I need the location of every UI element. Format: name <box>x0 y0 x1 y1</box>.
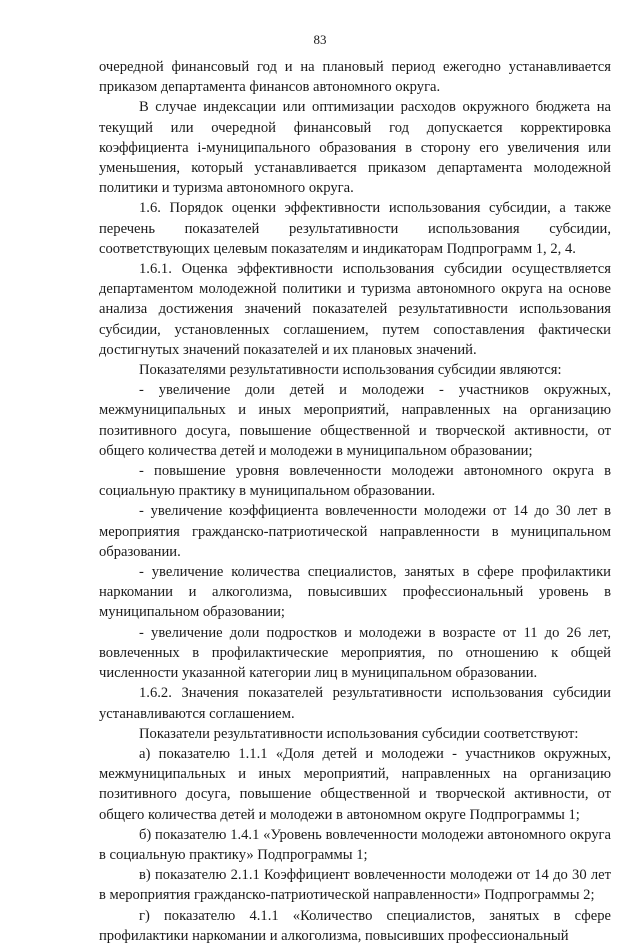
paragraph: Показатели результативности использования субсидии соответствуют: <box>139 725 579 742</box>
list-item: - повышение уровня вовлеченности молодежи автономного округа в социальную практику в муниципальном образовании. <box>99 463 611 500</box>
list-item: а) показателю 1.1.1 «Доля детей и молодежи - участников окружных, межмуниципальных и иных мероприятий, направленных на организацию позитивного досуга, повышение общественной и творческой активности, от общего количества детей и молодежи в автономном округе Подпрограммы 1; <box>99 745 611 823</box>
list-item: б) показателю 1.4.1 «Уровень вовлеченности молодежи автономного округа в социальную практику» Подпрограммы 1; <box>99 826 611 863</box>
section-heading-1-6: 1.6. Порядок оценки эффективности использования субсидии, а также перечень показателей результативности использования субсидии, соответствующих целевым показателям и индикаторам Подпрограмм 1, 2, 4. <box>99 200 611 257</box>
section-1-6-1: 1.6.1. Оценка эффективности использования субсидии осуществляется департаментом молодежной политики и туризма автономного округа на основе анализа достижения значений показателей результативности использования субсидии, установленных соглашением, путем сопоставления фактически достигнутых значений показателей и их плановых значений. <box>99 261 611 358</box>
section-1-6-2: 1.6.2. Значения показателей результативности использования субсидии устанавливаются соглашением. <box>99 685 611 722</box>
list-item: - увеличение количества специалистов, занятых в сфере профилактики наркомании и алкоголизма, повысивших профессиональный уровень в муниципальном образовании; <box>99 564 611 621</box>
document-body <box>99 57 611 946</box>
page-number: 83 <box>313 32 327 47</box>
paragraph: очередной финансовый год и на плановый период ежегодно устанавливается приказом департамента финансов автономного округа. <box>99 59 611 96</box>
list-item: в) показателю 2.1.1 Коэффициент вовлеченности молодежи от 14 до 30 лет в мероприятия гражданско-патриотической направленности» Подпрограммы 2; <box>99 867 611 904</box>
list-item: - увеличение доли детей и молодежи - участников окружных, межмуниципальных и иных мероприятий, направленных на организацию позитивного досуга, повышение общественной и творческой активности, от общего количества детей и молодежи в муниципальном образовании; <box>99 382 611 459</box>
list-item: - увеличение доли подростков и молодежи в возрасте от 11 до 26 лет, вовлеченных в профилактические мероприятия, по отношению к общей численности указанной категории лиц в муниципальном образовании. <box>99 624 611 682</box>
paragraph: В случае индексации или оптимизации расходов окружного бюджета на текущий или очередной финансовый год допускается корректировка коэффициента i-муниципального образования в сторону его увеличения или уменьшения, который устанавливается приказом департамента молодежной политики и туризма автономного округа. <box>99 99 611 197</box>
list-item: - увеличение коэффициента вовлеченности молодежи от 14 до 30 лет в мероприятия гражданско-патриотической направленности в муниципальном образовании. <box>99 503 611 560</box>
paragraph: Показателями результативности использования субсидии являются: <box>139 362 562 379</box>
list-item: г) показателю 4.1.1 «Количество специалистов, занятых в сфере профилактики наркомании и алкоголизма, повысивших профессиональный <box>99 907 611 944</box>
